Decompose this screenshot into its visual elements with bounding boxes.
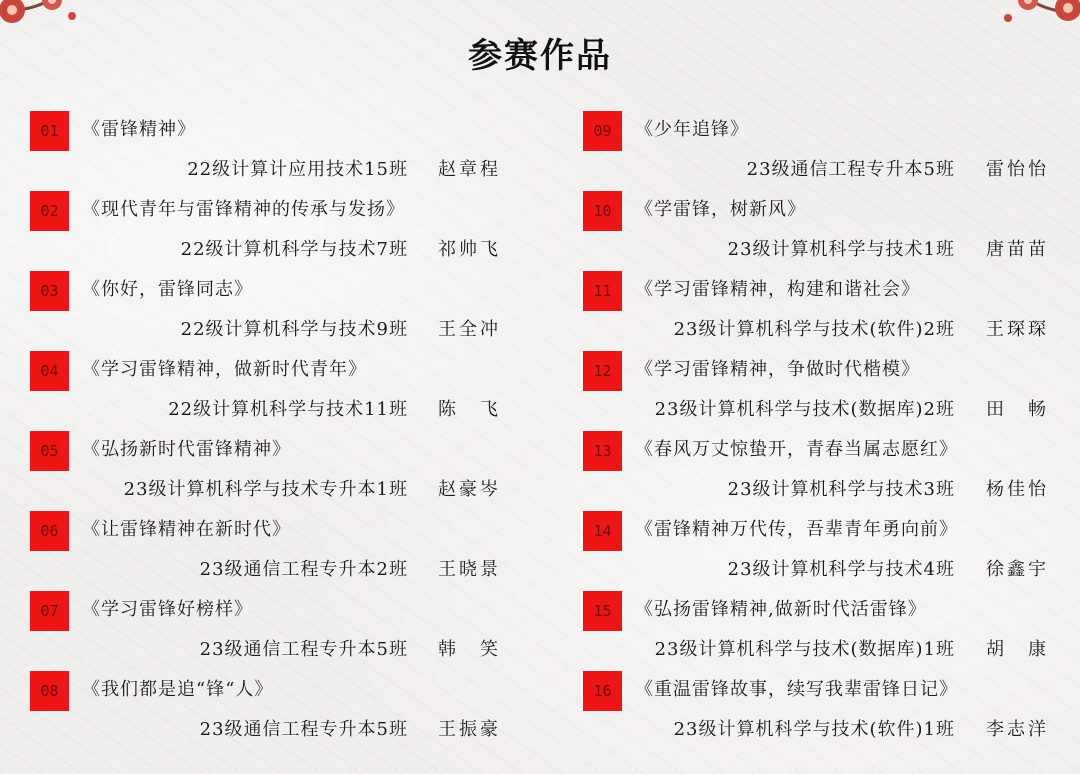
entry-number-badge: 14: [583, 511, 622, 551]
entry-row: [30, 511, 500, 591]
work-title: 《弘扬雷锋精神,做新时代活雷锋》: [635, 599, 927, 620]
author-name: 王全冲: [438, 319, 498, 340]
entry-number-badge: 01: [30, 111, 69, 151]
entry-row: [30, 271, 500, 351]
class-name: 23级计算机科学与技术(数据库)1班: [654, 639, 955, 660]
entry-row: [30, 671, 500, 751]
entry-row: [583, 591, 1048, 671]
author-name: 祁帅飞: [438, 239, 498, 260]
class-name: 23级计算机科学与技术(软件)2班: [673, 319, 955, 340]
entry-row: [583, 271, 1048, 351]
class-name: 22级计算机科学与技术7班: [180, 239, 408, 260]
work-title: 《学习雷锋好榜样》: [82, 599, 253, 620]
entry-number-badge: 10: [583, 191, 622, 231]
entry-list-left: [30, 111, 500, 751]
work-title: 《少年追锋》: [635, 119, 749, 140]
author-name: 胡 康: [986, 639, 1046, 660]
entry-number-badge: 02: [30, 191, 69, 231]
entry-row: [583, 351, 1048, 431]
author-name: 王晓景: [438, 559, 498, 580]
work-title: 《现代青年与雷锋精神的传承与发扬》: [82, 199, 405, 220]
class-name: 23级通信工程专升本2班: [199, 559, 408, 580]
class-name: 22级计算机科学与技术11班: [168, 399, 408, 420]
class-name: 23级计算机科学与技术4班: [727, 559, 955, 580]
author-name: 陈 飞: [438, 399, 498, 420]
author-name: 李志洋: [986, 719, 1046, 740]
author-name: 雷怡怡: [986, 159, 1046, 180]
author-name: 韩 笑: [438, 639, 498, 660]
entry-row: [30, 111, 500, 191]
author-name: 田 畅: [986, 399, 1046, 420]
work-title: 《雷锋精神》: [82, 119, 196, 140]
work-title: 《雷锋精神万代传，吾辈青年勇向前》: [635, 519, 958, 540]
entry-row: [583, 671, 1048, 751]
class-name: 23级通信工程专升本5班: [746, 159, 955, 180]
work-title: 《我们都是追“锋“人》: [82, 679, 274, 700]
entry-number-badge: 13: [583, 431, 622, 471]
author-name: 王振豪: [438, 719, 498, 740]
author-name: 徐鑫宇: [986, 559, 1046, 580]
author-name: 赵章程: [438, 159, 498, 180]
entry-row: [583, 191, 1048, 271]
author-name: 赵豪岑: [438, 479, 498, 500]
entry-number-badge: 03: [30, 271, 69, 311]
entry-row: [30, 591, 500, 671]
entry-list-right: [583, 111, 1048, 751]
class-name: 22级计算计应用技术15班: [187, 159, 408, 180]
class-name: 23级计算机科学与技术1班: [727, 239, 955, 260]
author-name: 王琛琛: [986, 319, 1046, 340]
work-title: 《重温雷锋故事，续写我辈雷锋日记》: [635, 679, 958, 700]
entry-number-badge: 15: [583, 591, 622, 631]
entry-number-badge: 06: [30, 511, 69, 551]
work-title: 《让雷锋精神在新时代》: [82, 519, 291, 540]
entry-number-badge: 08: [30, 671, 69, 711]
class-name: 23级计算机科学与技术专升本1班: [123, 479, 408, 500]
author-name: 唐苗苗: [986, 239, 1046, 260]
work-title: 《学习雷锋精神，争做时代楷模》: [635, 359, 920, 380]
page-title: 参赛作品: [468, 36, 612, 76]
entry-row: [583, 111, 1048, 191]
entry-row: [583, 431, 1048, 511]
entry-number-badge: 09: [583, 111, 622, 151]
entry-row: [30, 191, 500, 271]
author-name: 杨佳怡: [986, 479, 1046, 500]
work-title: 《学习雷锋精神，做新时代青年》: [82, 359, 367, 380]
entry-number-badge: 16: [583, 671, 622, 711]
class-name: 23级通信工程专升本5班: [199, 639, 408, 660]
class-name: 22级计算机科学与技术9班: [180, 319, 408, 340]
entry-number-badge: 12: [583, 351, 622, 391]
entry-row: [30, 351, 500, 431]
work-title: 《学雷锋，树新风》: [635, 199, 806, 220]
entry-row: [30, 431, 500, 511]
work-title: 《学习雷锋精神，构建和谐社会》: [635, 279, 920, 300]
entry-number-badge: 11: [583, 271, 622, 311]
class-name: 23级计算机科学与技术3班: [727, 479, 955, 500]
entry-row: [583, 511, 1048, 591]
entry-number-badge: 04: [30, 351, 69, 391]
class-name: 23级计算机科学与技术(软件)1班: [673, 719, 955, 740]
work-title: 《你好，雷锋同志》: [82, 279, 253, 300]
work-title: 《春风万丈惊蛰开，青春当属志愿红》: [635, 439, 958, 460]
work-title: 《弘扬新时代雷锋精神》: [82, 439, 291, 460]
entry-number-badge: 07: [30, 591, 69, 631]
class-name: 23级通信工程专升本5班: [199, 719, 408, 740]
entry-number-badge: 05: [30, 431, 69, 471]
class-name: 23级计算机科学与技术(数据库)2班: [654, 399, 955, 420]
